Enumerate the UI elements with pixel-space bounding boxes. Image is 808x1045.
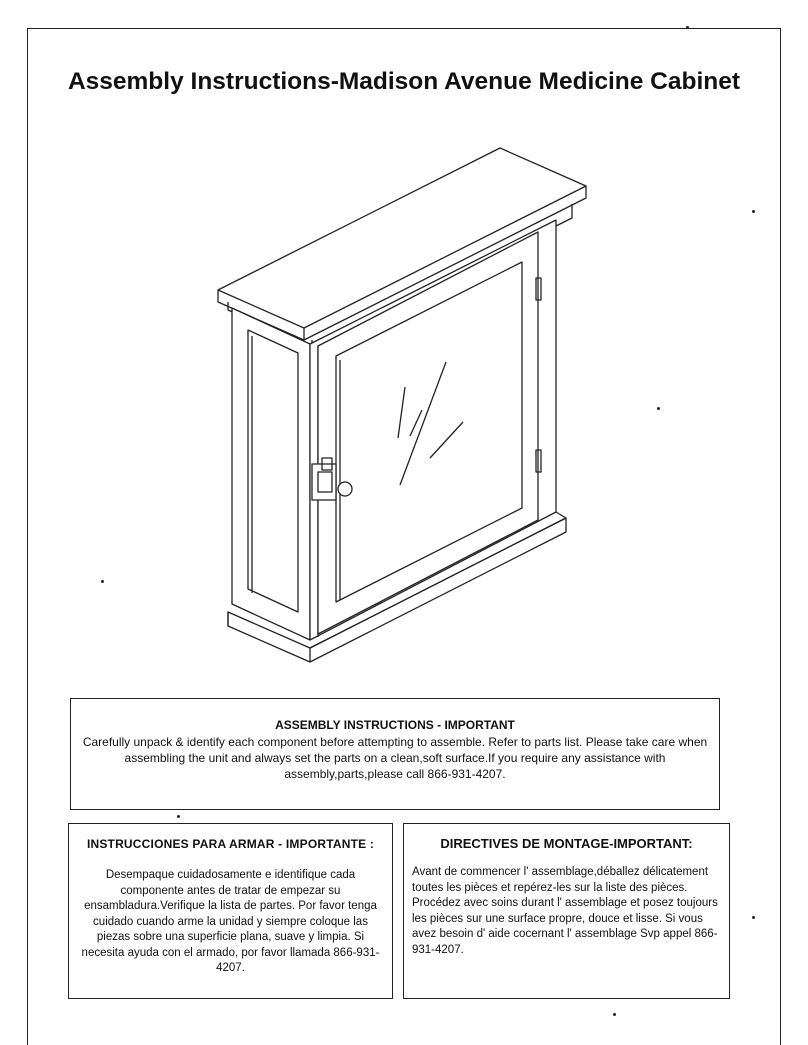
- english-body: Carefully unpack & identify each component before attempting to assemble. Refer to parts list. Please take care when assembling the unit and always set the parts on a clean,soft surface.If you require any assistance with assembly,parts,please call 866-931-4207.: [82, 735, 708, 781]
- page-border-top: [27, 28, 781, 29]
- english-heading: ASSEMBLY INSTRUCTIONS - IMPORTANT: [275, 718, 515, 732]
- scan-speck: [752, 916, 755, 919]
- spanish-instructions-box: [68, 823, 393, 999]
- page-border-left: [27, 28, 28, 1045]
- scan-speck: [657, 407, 660, 410]
- door-knob: [338, 482, 352, 496]
- french-body: Avant de commencer l' assemblage,déballez délicatement toutes les pièces et repérez-les sur la liste des pièces. Procédez avec soins durant l' assemblage et posez toujours les pièces sur une surface propre, douce et lisse. Si vous avez besoin d' aide cocernant l' assemblage Svp appel 866-931-4207.: [412, 866, 718, 956]
- page-border-right: [780, 28, 781, 1045]
- french-heading: DIRECTIVES DE MONTAGE-IMPORTANT:: [440, 836, 693, 851]
- scan-speck: [177, 815, 180, 818]
- scan-speck: [613, 1013, 616, 1016]
- cabinet-illustration: [200, 140, 600, 670]
- french-instructions-box: [403, 823, 730, 999]
- spanish-body: Desempaque cuidadosamente e identifique cada componente antes de tratar de empezar su ensambladura.Verifique la lista de partes. Por favor tenga cuidado cuando arme la unidad y siempre coloque las piezas sobre una superficie plana, suave y limpia. Si necesita ayuda con el armado, por favor llamada 866-931-4207.: [81, 869, 380, 974]
- scan-speck: [686, 26, 689, 29]
- scan-speck: [752, 210, 755, 213]
- document-title: Assembly Instructions-Madison Avenue Medicine Cabinet: [67, 68, 741, 95]
- english-instructions-box: [70, 698, 720, 810]
- scan-speck: [101, 580, 104, 583]
- spanish-heading: INSTRUCCIONES PARA ARMAR - IMPORTANTE :: [86, 837, 375, 851]
